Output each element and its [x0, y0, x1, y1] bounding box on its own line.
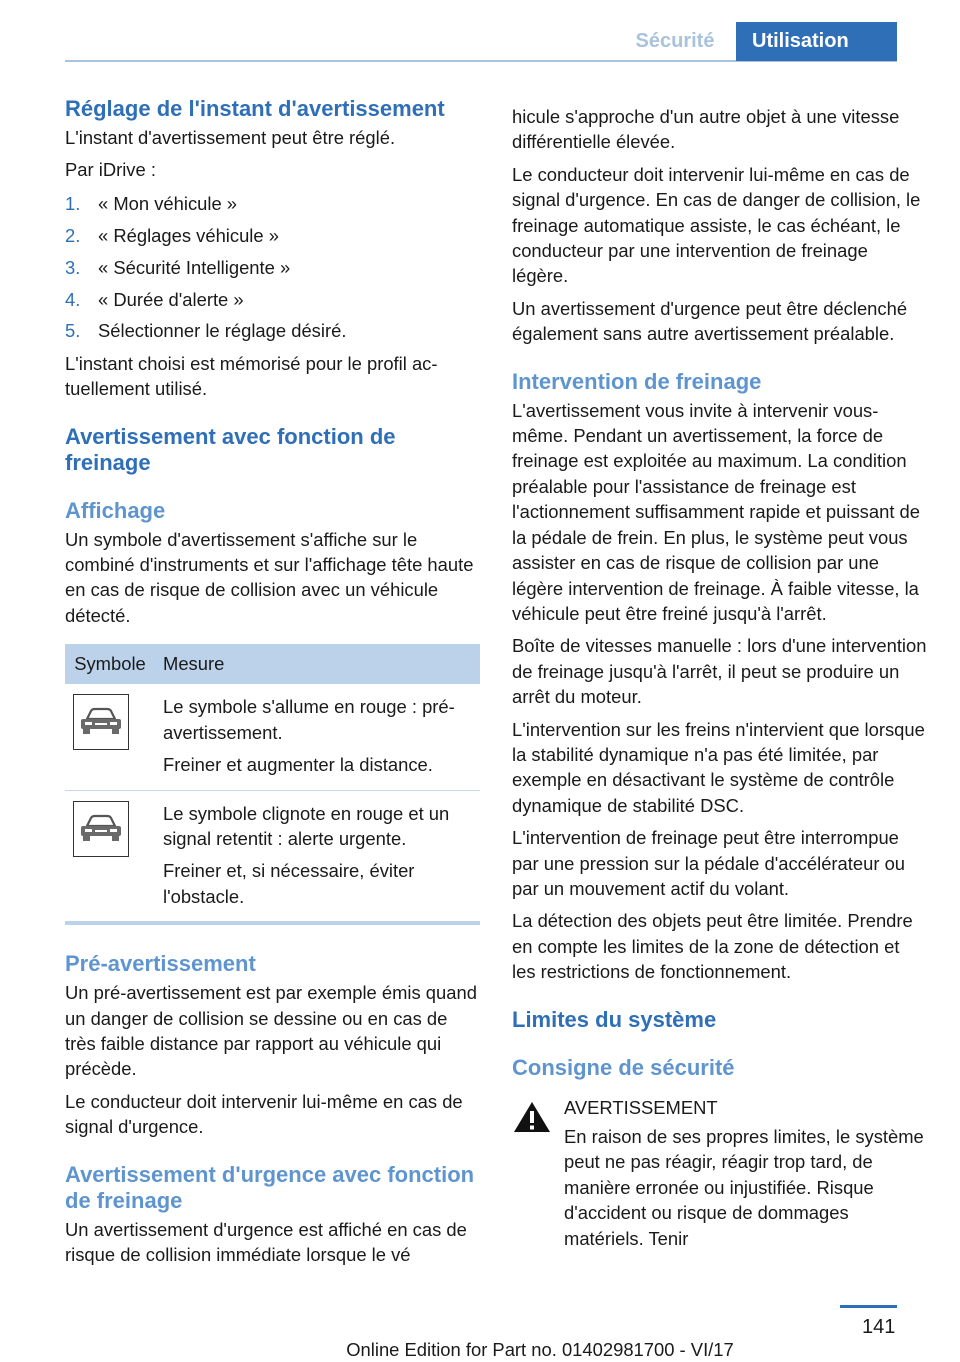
column-header-symbole: Symbole: [65, 644, 155, 684]
mesure-text: Le symbole clignote en rouge et un signal retentit : alerte urgente.: [163, 802, 450, 849]
symbol-table: [65, 644, 480, 921]
paragraph-intervention-3: L'intervention sur les freins n'intervient que lorsque la stabilité dynamique n'a pas été limitée, par exemple en désactivant le système de contrôle dynamique de stabilité DSC.: [512, 718, 925, 816]
heading-avertissement-fonction: Avertissement avec fonction de freinage: [65, 423, 396, 475]
symbol-cell: [65, 684, 155, 790]
table-header-row: [65, 644, 480, 684]
step-text: « Réglages véhicule »: [98, 224, 279, 246]
footer-rule: [840, 1305, 897, 1308]
steps-list: [65, 191, 480, 344]
heading-urgence: Avertissement d'urgence avec fonction de freinage: [65, 1161, 475, 1213]
step-number: 1.: [65, 192, 81, 214]
paragraph-reglage: L'instant d'avertissement peut être réglé.: [65, 127, 396, 148]
list-item: [65, 255, 480, 280]
collision-warning-car-icon: [73, 694, 129, 750]
heading-limites: Limites du système: [512, 1006, 717, 1032]
paragraph-pre-2: Le conducteur doit intervenir lui-même en cas de signal d'urgence.: [65, 1090, 463, 1138]
step-text: « Sécurité Intelligente »: [98, 256, 291, 278]
footer-edition: Online Edition for Part no. 01402981700 - VI/17: [346, 1339, 734, 1360]
page-number: 141: [862, 1316, 896, 1338]
column-header-mesure: Mesure: [155, 644, 480, 684]
paragraph-affichage: Un symbole d'avertissement s'affiche sur le combiné d'instruments et sur l'affichage tête haute en cas de risque de collision avec un véhicule détecté.: [65, 528, 474, 626]
left-column: [65, 96, 480, 1267]
tab-utilisation[interactable]: Utilisation: [736, 22, 897, 61]
paragraph-conducteur: Le conducteur doit intervenir lui-même en cas de signal d'urgence. En cas de danger de collision, le freinage automatique assiste, le cas échéant, le conducteur par une intervention de freinage légère.: [512, 163, 921, 287]
right-column: [512, 104, 927, 1251]
step-number: 5.: [65, 320, 81, 342]
mesure-text: Freiner et augmenter la distance.: [163, 754, 433, 776]
heading-consigne: Consigne de sécurité: [512, 1054, 735, 1080]
list-item: [65, 223, 480, 248]
paragraph-continuation: hicule s'approche d'un autre objet à une vitesse différentielle élevée.: [512, 106, 900, 153]
warning-title: AVERTISSEMENT: [564, 1096, 718, 1118]
mesure-cell: [155, 684, 480, 790]
paragraph-pre-1: Un pré-avertissement est par exemple émis quand un danger de collision se dessine ou en cas de très faible distance par rapport au véhicule qui précède.: [65, 982, 477, 1080]
paragraph-intervention-4: L'intervention de freinage peut être interrompue par une pression sur la pédale d'accélérateur ou par un mouvement actif du volant.: [512, 827, 906, 899]
tab-securite[interactable]: Sécurité: [635, 30, 715, 52]
table-row: [65, 790, 480, 921]
heading-reglage: Réglage de l'instant d'avertissement: [65, 96, 445, 121]
table-row: [65, 684, 480, 790]
list-item: [65, 318, 480, 343]
paragraph-urgence: Un avertissement d'urgence est affiché en cas de risque de collision immédiate lorsque le vé: [65, 1218, 467, 1265]
step-number: 3.: [65, 256, 81, 278]
table-end-rule: [65, 921, 480, 925]
collision-warning-car-icon: [73, 801, 129, 857]
warning-text: En raison de ses propres limites, le système peut ne pas réagir, réagir trop tard, de manière erronée ou injustifiée. Risque d'accident ou risque de dommages matériels. Tenir: [564, 1126, 924, 1249]
mesure-cell: [155, 790, 480, 921]
paragraph-intervention-1: L'avertissement vous invite à intervenir vous-même. Pendant un avertissement, la force de freinage est exploitée au maximum. La condition préalable pour l'assistance de freinage est l'actionnement suffisamment rapide et puissant de la pédale de frein. En plus, le système peut vous assister en cas de risque de collision par une légère intervention de freinage. À faible vitesse, la véhicule peut être freiné jusqu'à l'arrêt.: [512, 399, 920, 624]
paragraph-idrive: Par iDrive :: [65, 159, 156, 181]
paragraph-declenchement: Un avertissement d'urgence peut être déclenché également sans autre avertissement préalable.: [512, 297, 908, 345]
step-text: « Durée d'alerte »: [98, 288, 244, 310]
symbol-cell: [65, 790, 155, 921]
warning-triangle-icon: [512, 1099, 552, 1135]
step-number: 4.: [65, 288, 81, 310]
warning-block: [512, 1095, 927, 1251]
step-text: « Mon véhicule »: [98, 192, 238, 214]
heading-intervention: Intervention de freinage: [512, 368, 762, 394]
list-item: [65, 287, 480, 312]
step-text: Sélectionner le réglage désiré.: [98, 320, 347, 342]
mesure-text: Freiner et, si nécessaire, éviter l'obstacle.: [163, 860, 415, 907]
paragraph-intervention-5: La détection des objets peut être limitée. Prendre en compte les limites de la zone de détection et les restrictions de fonctionnement.: [512, 910, 913, 983]
heading-pre-avertissement: Pré-avertissement: [65, 951, 256, 977]
paragraph-intervention-2: Boîte de vitesses manuelle : lors d'une intervention de freinage jusqu'à l'arrêt, il peut se produire un arrêt du moteur.: [512, 635, 927, 708]
paragraph-memorise: L'instant choisi est mémorisé pour le profil actuellement utilisé.: [65, 352, 438, 400]
mesure-text: Le symbole s'allume en rouge : pré-avertissement.: [163, 696, 455, 743]
step-number: 2.: [65, 224, 81, 246]
heading-affichage: Affichage: [65, 497, 166, 523]
list-item: [65, 191, 480, 216]
